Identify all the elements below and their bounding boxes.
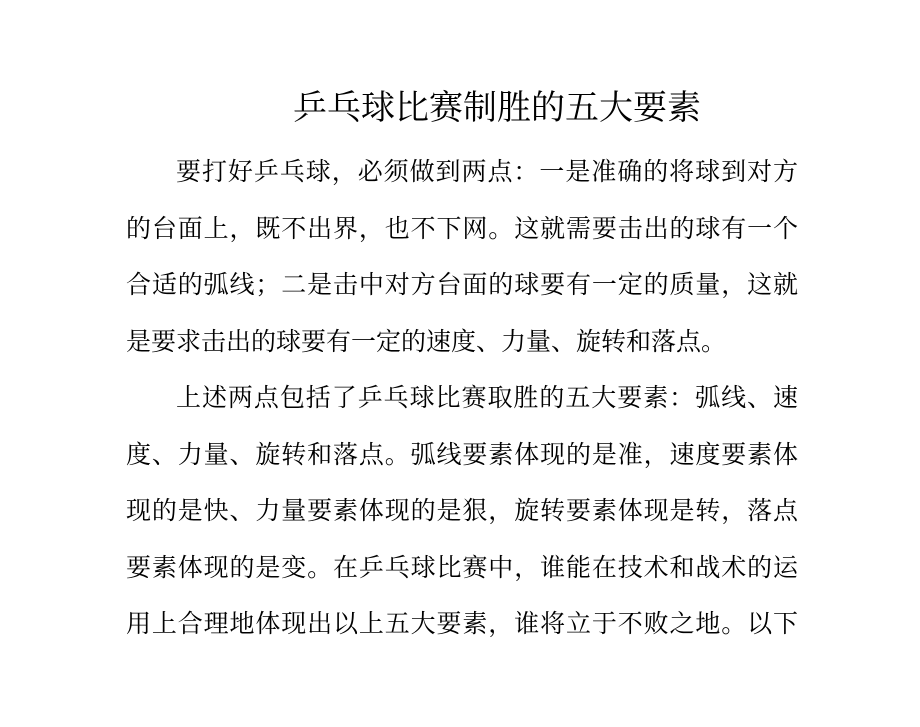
paragraph-line: 用上合理地体现出以上五大要素，谁将立于不败之地。以下 bbox=[126, 609, 798, 638]
paragraph-1 bbox=[126, 144, 798, 370]
paragraph-line: 是要求击出的球要有一定的速度、力量、旋转和落点。 bbox=[126, 326, 727, 356]
document-title: 乒乓球比赛制胜的五大要素 bbox=[293, 88, 701, 128]
paragraph-line: 的台面上，既不出界，也不下网。这就需要击出的球有一个 bbox=[126, 213, 798, 243]
paragraph-line: 合适的弧线；二是击中对方台面的球要有一定的质量，这就 bbox=[126, 270, 798, 299]
paragraph-line: 要素体现的是变。在乒乓球比赛中，谁能在技术和战术的运 bbox=[126, 552, 798, 582]
paragraph-line: 度、力量、旋转和落点。弧线要素体现的是准，速度要素体 bbox=[126, 439, 798, 469]
paragraph-line: 现的是快、力量要素体现的是狠，旋转要素体现是转，落点 bbox=[126, 496, 798, 525]
paragraph-line: 要打好乒乓球，必须做到两点：一是准确的将球到对方 bbox=[176, 157, 798, 186]
document-body bbox=[126, 144, 798, 653]
paragraph-2 bbox=[126, 370, 798, 653]
paragraph-line: 上述两点包括了乒乓球比赛取胜的五大要素：弧线、速 bbox=[176, 383, 798, 412]
